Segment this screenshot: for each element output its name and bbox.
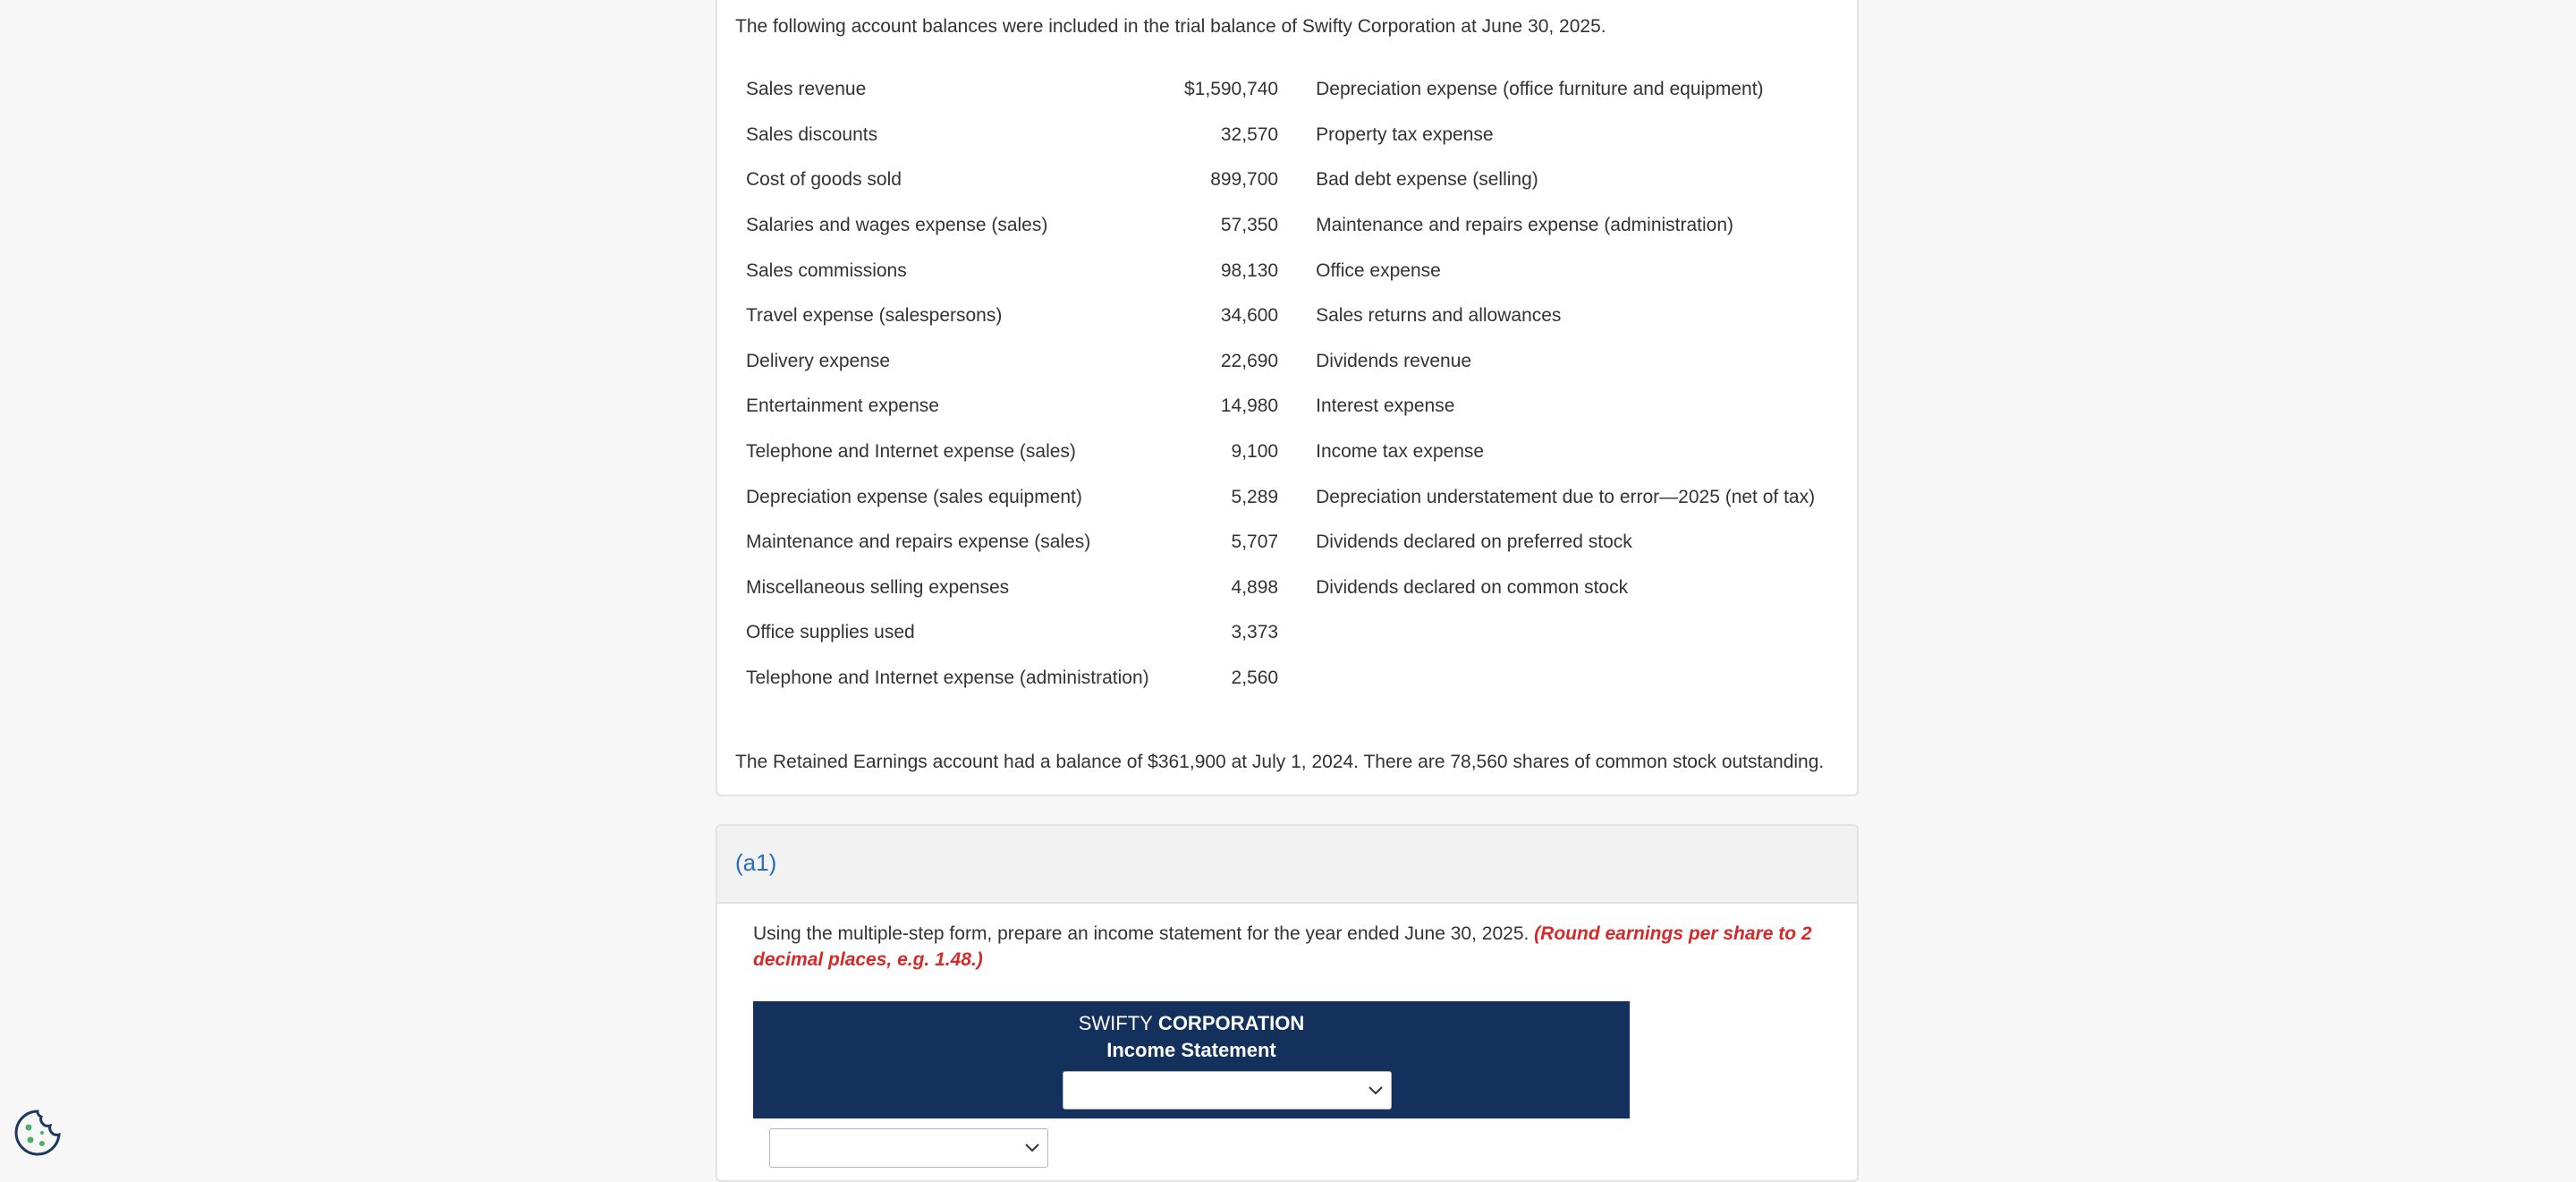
account-name: Miscellaneous selling expenses	[746, 576, 1010, 598]
instruction-text: Using the multiple-step form, prepare an income statement for the year ended June 30, 2025.	[753, 923, 1535, 944]
account-name: Sales revenue	[746, 79, 867, 100]
account-amount: 32,570	[1220, 123, 1279, 145]
account-row	[735, 384, 1815, 429]
account-name: Sales commissions	[746, 259, 907, 281]
account-name: Salaries and wages expense (sales)	[746, 215, 1048, 236]
account-row	[735, 339, 1815, 385]
retained-earnings-note: The Retained Earnings account had a balance of $361,900 at July 1, 2024. There are 78,560 shares of common stock outstanding.	[735, 752, 1825, 772]
part-a1-instruction	[753, 921, 1826, 973]
part-a1-header	[717, 826, 1857, 904]
statement-title: Income Statement	[1106, 1039, 1276, 1061]
account-name: Office supplies used	[746, 622, 915, 643]
account-name: Property tax expense	[1316, 123, 1494, 145]
account-name: Telephone and Internet expense (administration)	[746, 668, 1149, 689]
account-name: Office expense	[1316, 259, 1441, 281]
account-amount: 14,980	[1220, 395, 1279, 417]
company-name	[753, 1010, 1630, 1037]
chevron-down-icon	[1368, 1085, 1384, 1096]
account-amount: 5,707	[1231, 531, 1279, 553]
account-name: Travel expense (salespersons)	[746, 305, 1003, 327]
income-statement-header	[753, 1001, 1630, 1118]
problem-intro: The following account balances were included in the trial balance of Swifty Corporation at June 30, 2025.	[735, 16, 1606, 37]
account-amount: 4,898	[1231, 576, 1279, 598]
account-amount: 899,700	[1210, 169, 1279, 191]
part-a1-card	[716, 824, 1859, 1182]
account-amount: 98,130	[1220, 259, 1279, 281]
account-row	[735, 610, 1815, 656]
account-row	[735, 67, 1815, 113]
chevron-down-icon	[1024, 1143, 1040, 1153]
statement-period-select[interactable]	[1063, 1071, 1392, 1110]
account-name: Entertainment expense	[746, 395, 939, 417]
account-row	[735, 203, 1815, 249]
account-row	[735, 293, 1815, 339]
account-name: Dividends declared on common stock	[1316, 576, 1629, 598]
account-name: Dividends declared on preferred stock	[1316, 531, 1632, 553]
account-balances-table	[735, 67, 1815, 701]
account-row	[735, 248, 1815, 293]
account-amount: 57,350	[1220, 215, 1279, 236]
rounding-note: (Round earnings per share to 2 decimal places, e.g. 1.48.)	[753, 923, 1812, 970]
account-name: Depreciation expense (sales equipment)	[746, 486, 1082, 507]
statement-line-select[interactable]	[769, 1128, 1048, 1168]
account-amount: 5,289	[1231, 486, 1279, 507]
account-name: Telephone and Internet expense (sales)	[746, 441, 1076, 463]
account-name: Maintenance and repairs expense (sales)	[746, 531, 1091, 553]
part-a1-label: (a1)	[735, 849, 777, 876]
account-row	[735, 656, 1815, 702]
account-name: Depreciation expense (office furniture and equipment)	[1316, 79, 1764, 100]
account-name: Income tax expense	[1316, 441, 1485, 463]
account-amount: 34,600	[1220, 305, 1279, 327]
company-name-first: SWIFTY	[1078, 1012, 1153, 1034]
account-row	[735, 565, 1815, 611]
account-name: Bad debt expense (selling)	[1316, 169, 1538, 191]
account-name: Depreciation understatement due to error—2025 (net of tax)	[1316, 486, 1816, 507]
account-name: Dividends revenue	[1316, 350, 1472, 371]
account-amount: 22,690	[1220, 350, 1279, 371]
account-name: Maintenance and repairs expense (administration)	[1316, 215, 1734, 236]
company-name-rest: CORPORATION	[1152, 1012, 1305, 1034]
account-amount: 2,560	[1231, 668, 1279, 689]
account-amount: 9,100	[1231, 441, 1279, 463]
account-row	[735, 474, 1815, 520]
account-name: Sales discounts	[746, 123, 878, 145]
account-name: Cost of goods sold	[746, 169, 902, 191]
problem-card	[716, 0, 1859, 796]
account-row	[735, 429, 1815, 475]
account-name: Sales returns and allowances	[1316, 305, 1562, 327]
account-row	[735, 113, 1815, 158]
cookie-settings-button[interactable]	[13, 1108, 63, 1158]
account-row	[735, 157, 1815, 203]
account-amount: 3,373	[1231, 622, 1279, 643]
account-row	[735, 520, 1815, 565]
account-name: Delivery expense	[746, 350, 891, 371]
account-name: Interest expense	[1316, 395, 1455, 417]
cookie-icon	[13, 1108, 63, 1158]
account-amount: $1,590,740	[1184, 79, 1279, 100]
